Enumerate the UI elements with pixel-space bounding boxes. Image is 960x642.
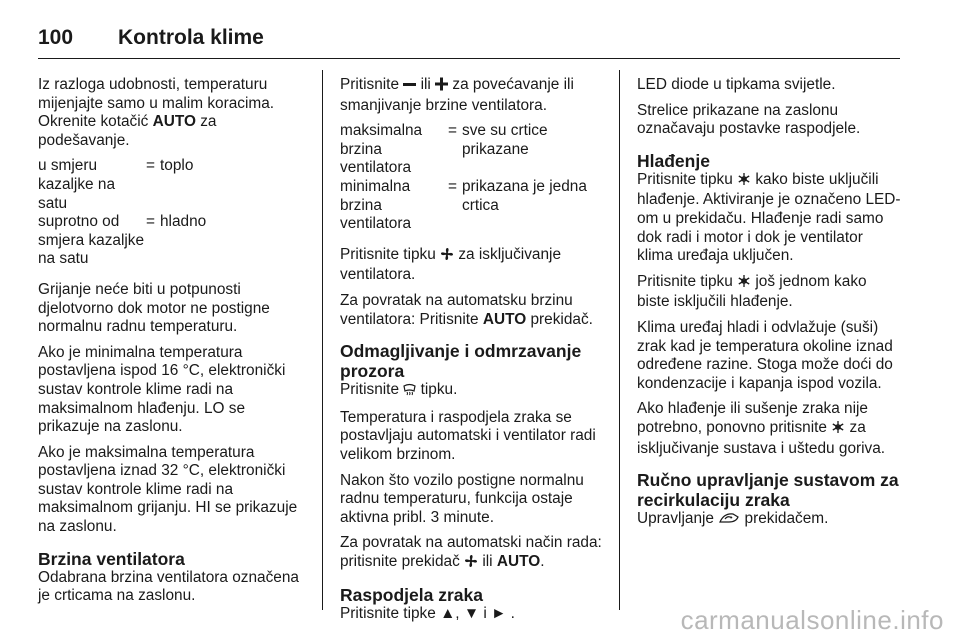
fan-icon [464, 554, 478, 574]
section-heading-cooling: Hlađenje [637, 150, 710, 171]
definition-row [340, 122, 604, 178]
column-3 [637, 76, 901, 538]
section-heading-defrost: Odmagljivanje i odmrzavanje prozora [340, 341, 582, 382]
definition-row [38, 213, 306, 269]
definition-term: minimalna brzina ventilatora [340, 177, 412, 233]
fan-icon [440, 247, 454, 267]
minus-icon [403, 77, 416, 97]
paragraph: Odabrana brzina ventilatora označena je crticama na zaslonu. [38, 568, 299, 605]
text: ili [478, 552, 497, 570]
page-number: 100 [38, 26, 74, 49]
column-divider [619, 70, 620, 610]
text: prekidačem. [740, 510, 829, 528]
definition-equals: = [146, 157, 155, 175]
paragraph [340, 534, 604, 573]
definition-desc: hladno [160, 213, 207, 231]
paragraph [637, 171, 901, 266]
page-header [38, 18, 900, 59]
definition-list [340, 122, 604, 234]
definition-desc: sve su crtice prikazane [462, 122, 548, 158]
text: za isključivanje sustava i uštedu goriva. [637, 418, 886, 457]
text: još jednom kako biste isključili hlađenje. [637, 272, 867, 311]
section-heading-recirculation: Ručno upravljanje sustavom za recirkulaciju zraka [637, 470, 899, 511]
paragraph: Pritisnite tipke ▲, ▼ i ► . [340, 605, 515, 623]
watermark: carmanualsonline.info [680, 605, 944, 635]
definition-desc: prikazana je jedna crtica [462, 177, 587, 214]
section-heading-air-distribution: Raspodjela zraka [340, 585, 483, 606]
text: Pritisnite [340, 381, 404, 399]
paragraph: Klima uređaj hladi i odvlažuje (suši) zrak kad je temperatura okoline iznad određene razine. Stoga može doći do kondenzacije i kapanja ispod vozila. [637, 318, 893, 392]
paragraph: Ako je minimalna temperatura postavljena ispod 16 °C, elektronički sustav kontrole klime radi na maksimalnom hlađenju. LO se prikazuje na zaslonu. [38, 343, 286, 436]
page-title: Kontrola klime [118, 26, 264, 49]
text: Pritisnite tipku [637, 170, 738, 188]
definition-list [38, 157, 306, 269]
definition-desc: toplo [160, 157, 194, 175]
text: za podešavanje. [38, 113, 217, 149]
definition-term: maksimalna brzina ventilatora [340, 122, 423, 177]
paragraph [340, 76, 604, 115]
text: Pritisnite tipku [340, 245, 441, 263]
text: ili [416, 76, 436, 93]
paragraph [637, 400, 901, 458]
paragraph: Nakon što vozilo postigne normalnu radnu temperaturu, funkcija ostaje aktivna pribl. 3 minute. [340, 471, 584, 526]
definition-row [38, 157, 306, 213]
section-heading-fan-speed: Brzina ventilatora [38, 548, 185, 569]
text: za isključivanje ventilatora. [340, 245, 562, 284]
definition-row [340, 178, 604, 234]
paragraph [637, 273, 901, 312]
definition-equals: = [146, 213, 155, 231]
text: za povećavanje ili smanjivanje brzine ventilatora. [340, 76, 574, 114]
text: kako biste uključili hlađenje. Aktiviranje je označeno LED-om u prekidaču. Hlađenje radi samo dok radi i motor i dok je ventilator klima uređaja uključen. [637, 170, 901, 265]
paragraph: Temperatura i raspodjela zraka se postavljaju automatski i ventilator radi velikom brzinom. [340, 408, 596, 463]
windshield-defrost-icon [403, 382, 416, 402]
snowflake-icon [737, 274, 751, 294]
text: Ako hlađenje ili sušenje zraka nije potrebno, ponovno pritisnite [637, 400, 868, 436]
column-2 [340, 76, 604, 631]
paragraph [38, 76, 306, 150]
paragraph [340, 246, 604, 285]
definition-term: suprotno od smjera kazaljke na satu [38, 213, 145, 268]
recirculation-icon [718, 511, 740, 531]
text: prekidač. [526, 310, 593, 328]
text: Pritisnite [340, 76, 404, 93]
plus-icon [435, 77, 448, 97]
column-1 [38, 76, 306, 613]
paragraph: Strelice prikazane na zaslonu označavaju postavke raspodjele. [637, 101, 861, 138]
text: Za povratak na automatsku brzinu ventilatora: Pritisnite [340, 291, 573, 328]
snowflake-icon [831, 420, 845, 440]
definition-term: u smjeru kazaljke na satu [38, 157, 115, 212]
paragraph: Ako je maksimalna temperatura postavljena iznad 32 °C, elektronički sustav kontrole klime radi na maksimalnom grijanju. HI se prikazuje na zaslonu. [38, 443, 298, 536]
text: . [540, 552, 545, 570]
auto-label: AUTO [482, 310, 527, 328]
paragraph [340, 292, 604, 329]
text: Iz razloga udobnosti, temperaturu mijenjajte samo u malim koracima. Okrenite kotačić [38, 76, 275, 131]
snowflake-icon [737, 172, 751, 192]
definition-equals: = [448, 122, 457, 140]
column-divider [322, 70, 323, 610]
text: tipku. [416, 381, 458, 399]
text: Upravljanje [637, 510, 719, 528]
text: Za povratak na automatski način rada: pritisnite prekidač [340, 534, 602, 570]
definition-equals: = [448, 177, 457, 195]
paragraph: LED diode u tipkama svijetle. [637, 76, 836, 93]
auto-label: AUTO [496, 552, 541, 570]
auto-label: AUTO [152, 113, 196, 131]
text: Pritisnite tipku [637, 272, 738, 290]
paragraph: Grijanje neće biti u potpunosti djelotvorno dok motor ne postigne normalnu radnu temperaturu. [38, 280, 270, 336]
paragraph [340, 381, 604, 402]
paragraph [637, 510, 901, 531]
